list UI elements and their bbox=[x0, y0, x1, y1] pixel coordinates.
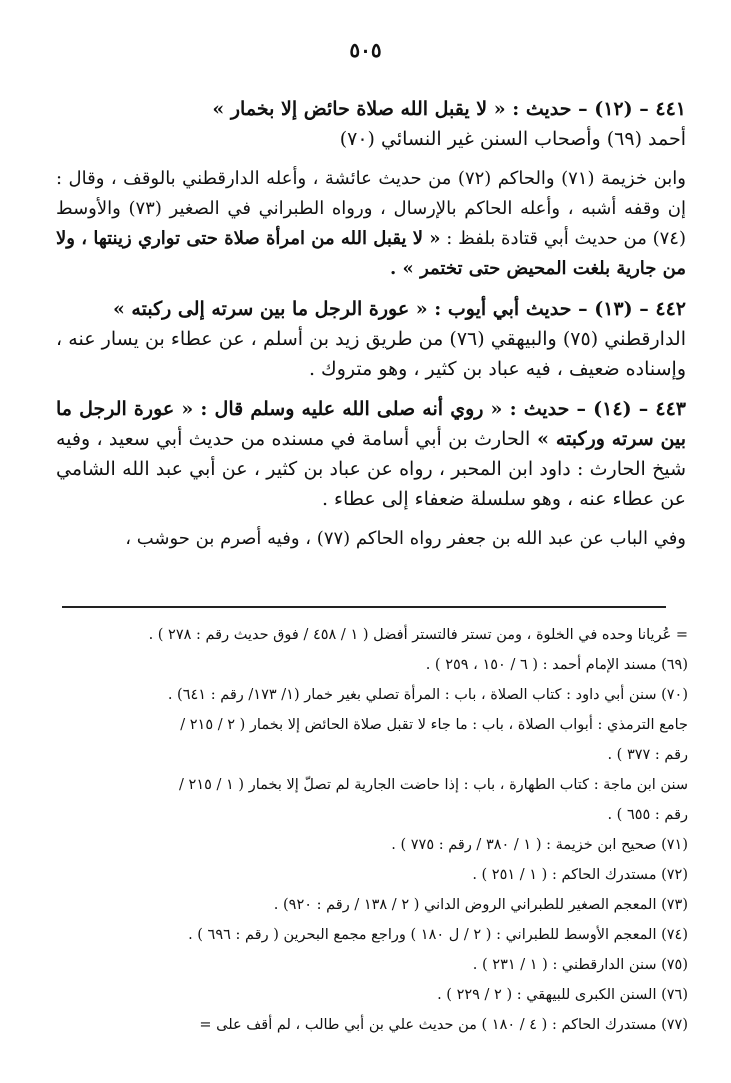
footnote-line: رقم : ٦٥٥ ) . bbox=[607, 807, 688, 823]
footnote-line: رقم : ٣٧٧ ) . bbox=[607, 747, 688, 763]
footnote-line: (٧٥) سنن الدارقطني : ( ١ / ٢٣١ ) . bbox=[472, 957, 688, 973]
footnotes bbox=[56, 620, 688, 1040]
footnote-divider bbox=[62, 606, 666, 608]
hadith-441-variant-quote: « لا يقبل الله من امرأة صلاة حتى تواري زينتها ، ولا من جارية بلغت المحيض حتى تختمر » . bbox=[56, 228, 686, 279]
hadith-443-further bbox=[56, 524, 686, 554]
footnote-line: (٦٩) مسند الإمام أحمد : ( ٦ / ١٥٠ ، ٢٥٩ ) . bbox=[425, 657, 688, 673]
footnote-line: جامع الترمذي : أبواب الصلاة ، باب : ما جاء لا تقبل صلاة الحائض إلا بخمار ( ٢ / ٢١٥ / bbox=[180, 717, 688, 733]
footnote-line: (٧٠) سنن أبي داود : كتاب الصلاة ، باب : المرأة تصلي بغير خمار (١/ ١٧٣/ رقم : ٦٤١) . bbox=[167, 687, 688, 703]
hadith-441-sources: أحمد (٦٩) وأصحاب السنن غير النسائي (٧٠) bbox=[339, 128, 686, 150]
hadith-442-heading: ٤٤٢ – (١٣) – حديث أبي أيوب : « عورة الرجل ما بين سرته إلى ركبته » bbox=[112, 298, 686, 320]
footnote-line: (٧٣) المعجم الصغير للطبراني الروض الداني ( ٢ / ١٣٨ / رقم : ٩٢٠) . bbox=[273, 897, 688, 913]
hadith-441 bbox=[56, 94, 686, 154]
main-text bbox=[56, 94, 686, 564]
hadith-441-discussion bbox=[56, 164, 686, 284]
footnote-line: (٧٤) المعجم الأوسط للطبراني : ( ٢ / ل ١٨٠ ) وراجع مجمع البحرين ( رقم : ٦٩٦ ) . bbox=[188, 927, 688, 943]
hadith-441-discussion-text: وابن خزيمة (٧١) والحاكم (٧٢) من حديث عائشة ، وأعله الدارقطني بالوقف ، وقال : إن وقفه أشبه ، وأعله الحاكم بالإرسال ، ورواه الطبراني في الصغير (٧٣) والأوسط (٧٤) من حديث أبي قتادة بلفظ : bbox=[56, 168, 686, 249]
footnote-line: (٧١) صحيح ابن خزيمة : ( ١ / ٣٨٠ / رقم : ٧٧٥ ) . bbox=[391, 837, 688, 853]
footnote-line: سنن ابن ماجة : كتاب الطهارة ، باب : إذا حاضت الجارية لم تصلّ إلا بخمار ( ١ / ٢١٥ / bbox=[179, 777, 688, 793]
footnote-line: = عُريانا وحده في الخلوة ، ومن تستر فالتستر أفضل ( ١ / ٤٥٨ / فوق حديث رقم : ٢٧٨ ) . bbox=[148, 627, 688, 643]
footnote-line: (٧٧) مستدرك الحاكم : ( ٤ / ١٨٠ ) من حديث علي بن أبي طالب ، لم أقف على = bbox=[199, 1017, 688, 1033]
hadith-443-sources: الحارث بن أبي أسامة في مسنده من حديث أبي سعيد ، وفيه شيخ الحارث : داود ابن المحبر ، رواه عن عباد بن كثير ، عن أبي عبد الله الشامي عن عطاء عنه ، وهو سلسلة ضعفاء إلى عطاء . bbox=[56, 428, 686, 510]
hadith-442 bbox=[56, 294, 686, 384]
footnote-line: (٧٢) مستدرك الحاكم : ( ١ / ٢٥١ ) . bbox=[472, 867, 688, 883]
hadith-443-heading: ٤٤٣ – (١٤) – حديث : « روي أنه صلى الله عليه وسلم قال : « عورة الرجل ما بين سرته وركبته » bbox=[56, 398, 686, 450]
hadith-441-heading: ٤٤١ – (١٢) – حديث : « لا يقبل الله صلاة حائض إلا بخمار » bbox=[212, 98, 686, 120]
hadith-442-sources: الدارقطني (٧٥) والبيهقي (٧٦) من طريق زيد بن أسلم ، عن عطاء بن يسار عنه ، وإسناده ضعيف ، فيه عباد بن كثير ، وهو متروك . bbox=[56, 328, 686, 380]
footnote-line: (٧٦) السنن الكبرى للبيهقي : ( ٢ / ٢٢٩ ) . bbox=[437, 987, 688, 1003]
page-number: ٥٠٥ bbox=[349, 38, 382, 62]
hadith-443-further-text: وفي الباب عن عبد الله بن جعفر رواه الحاكم (٧٧) ، وفيه أصرم بن حوشب ، bbox=[125, 528, 686, 549]
hadith-443 bbox=[56, 394, 686, 514]
